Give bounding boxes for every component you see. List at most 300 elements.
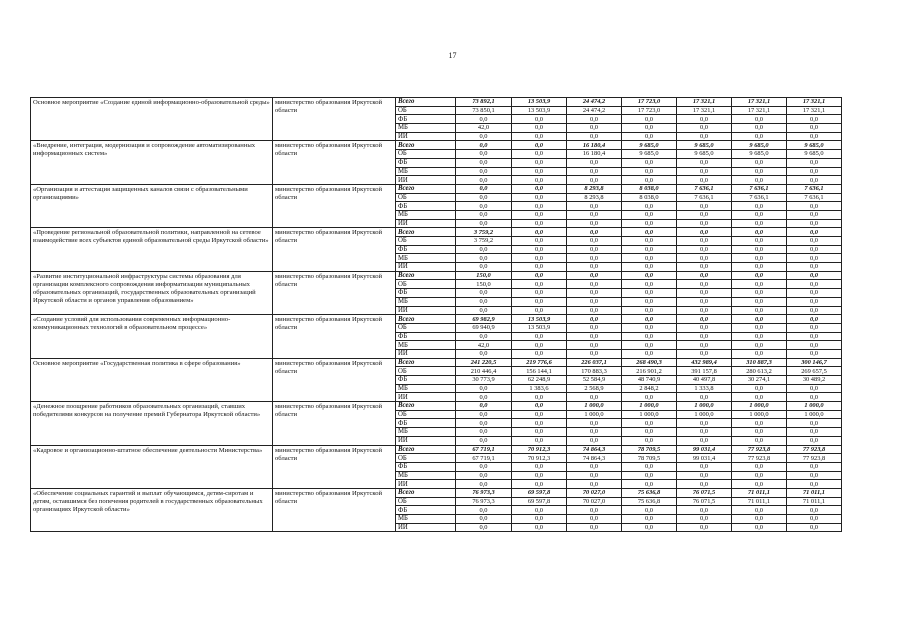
amount-cell: 0,0 bbox=[732, 228, 787, 237]
funding-source: ФБ bbox=[396, 332, 456, 341]
funding-source: Всего bbox=[396, 228, 456, 237]
amount-cell: 0,0 bbox=[732, 297, 787, 306]
funding-source: Всего bbox=[396, 184, 456, 193]
amount-cell: 0,0 bbox=[567, 393, 622, 402]
amount-cell: 0,0 bbox=[456, 167, 512, 176]
funding-source: МБ bbox=[396, 384, 456, 393]
amount-cell: 0,0 bbox=[512, 341, 567, 350]
amount-cell: 0,0 bbox=[512, 297, 567, 306]
amount-cell: 0,0 bbox=[787, 219, 842, 228]
amount-cell: 0,0 bbox=[732, 132, 787, 141]
table-row-total bbox=[31, 271, 842, 280]
responsible-executor: министерство образования Иркутской области bbox=[273, 228, 396, 271]
amount-cell: 0,0 bbox=[567, 480, 622, 489]
amount-cell: 0,0 bbox=[456, 349, 512, 358]
amount-cell: 0,0 bbox=[567, 124, 622, 133]
amount-cell: 226 037,1 bbox=[567, 358, 622, 367]
amount-cell: 0,0 bbox=[732, 462, 787, 471]
amount-cell: 30 274,1 bbox=[732, 376, 787, 385]
amount-cell: 0,0 bbox=[512, 419, 567, 428]
funding-source: ИИ bbox=[396, 306, 456, 315]
amount-cell: 0,0 bbox=[456, 297, 512, 306]
amount-cell: 0,0 bbox=[567, 228, 622, 237]
amount-cell: 77 923,8 bbox=[732, 454, 787, 463]
amount-cell: 0,0 bbox=[787, 158, 842, 167]
funding-source: ОБ bbox=[396, 150, 456, 159]
amount-cell: 76 973,3 bbox=[456, 497, 512, 506]
amount-cell: 17 723,0 bbox=[622, 106, 677, 115]
amount-cell: 0,0 bbox=[512, 158, 567, 167]
amount-cell: 0,0 bbox=[787, 280, 842, 289]
amount-cell: 0,0 bbox=[677, 115, 732, 124]
amount-cell: 9 685,0 bbox=[787, 141, 842, 150]
amount-cell: 7 636,1 bbox=[787, 193, 842, 202]
amount-cell: 0,0 bbox=[677, 289, 732, 298]
table-row-total bbox=[31, 358, 842, 367]
amount-cell: 0,0 bbox=[787, 176, 842, 185]
amount-cell: 0,0 bbox=[567, 167, 622, 176]
amount-cell: 0,0 bbox=[677, 480, 732, 489]
amount-cell: 69 597,8 bbox=[512, 488, 567, 497]
amount-cell: 0,0 bbox=[622, 471, 677, 480]
amount-cell: 0,0 bbox=[732, 515, 787, 524]
funding-source: Всего bbox=[396, 271, 456, 280]
amount-cell: 0,0 bbox=[512, 410, 567, 419]
responsible-executor: министерство образования Иркутской области bbox=[273, 141, 396, 184]
activity-name: «Организация и аттестация защищенных каналов связи с образовательными организациями» bbox=[31, 184, 273, 227]
amount-cell: 0,0 bbox=[512, 132, 567, 141]
amount-cell: 0,0 bbox=[456, 289, 512, 298]
amount-cell: 30 773,9 bbox=[456, 376, 512, 385]
amount-cell: 0,0 bbox=[622, 462, 677, 471]
amount-cell: 9 685,0 bbox=[677, 141, 732, 150]
funding-source: ИИ bbox=[396, 219, 456, 228]
amount-cell: 0,0 bbox=[567, 263, 622, 272]
amount-cell: 0,0 bbox=[456, 184, 512, 193]
amount-cell: 0,0 bbox=[677, 228, 732, 237]
funding-source: ОБ bbox=[396, 280, 456, 289]
amount-cell: 0,0 bbox=[622, 306, 677, 315]
amount-cell: 0,0 bbox=[787, 254, 842, 263]
funding-source: МБ bbox=[396, 124, 456, 133]
amount-cell: 0,0 bbox=[512, 184, 567, 193]
amount-cell: 0,0 bbox=[677, 306, 732, 315]
table-row-total bbox=[31, 488, 842, 497]
amount-cell: 0,0 bbox=[512, 167, 567, 176]
amount-cell: 0,0 bbox=[622, 158, 677, 167]
amount-cell: 0,0 bbox=[622, 289, 677, 298]
amount-cell: 0,0 bbox=[677, 323, 732, 332]
amount-cell: 0,0 bbox=[456, 219, 512, 228]
amount-cell: 0,0 bbox=[512, 289, 567, 298]
amount-cell: 0,0 bbox=[512, 506, 567, 515]
amount-cell: 0,0 bbox=[732, 428, 787, 437]
amount-cell: 70 912,3 bbox=[512, 454, 567, 463]
amount-cell: 0,0 bbox=[512, 263, 567, 272]
amount-cell: 0,0 bbox=[456, 210, 512, 219]
amount-cell: 0,0 bbox=[567, 176, 622, 185]
activity-name: «Создание условий для использования современных информационно-коммуникационных технологий в образовательном процессе» bbox=[31, 315, 273, 358]
amount-cell: 0,0 bbox=[732, 124, 787, 133]
funding-source: Всего bbox=[396, 141, 456, 150]
amount-cell: 1 000,0 bbox=[677, 402, 732, 411]
activity-name: «Развитие институциональной инфраструктуры системы образования для организации комплексного сопровождения информатизации муниципальных образовательных организаций, государственных образовательных организаций Иркутской области и органов управления образованием» bbox=[31, 271, 273, 314]
amount-cell: 0,0 bbox=[567, 436, 622, 445]
amount-cell: 99 031,4 bbox=[677, 454, 732, 463]
amount-cell: 0,0 bbox=[456, 254, 512, 263]
amount-cell: 70 027,0 bbox=[567, 497, 622, 506]
amount-cell: 0,0 bbox=[622, 245, 677, 254]
amount-cell: 0,0 bbox=[567, 323, 622, 332]
amount-cell: 0,0 bbox=[622, 341, 677, 350]
funding-source: МБ bbox=[396, 341, 456, 350]
amount-cell: 0,0 bbox=[787, 515, 842, 524]
amount-cell: 1 000,0 bbox=[567, 410, 622, 419]
amount-cell: 0,0 bbox=[787, 393, 842, 402]
amount-cell: 70 027,0 bbox=[567, 488, 622, 497]
funding-source: ФБ bbox=[396, 419, 456, 428]
amount-cell: 0,0 bbox=[512, 393, 567, 402]
amount-cell: 0,0 bbox=[677, 471, 732, 480]
amount-cell: 0,0 bbox=[622, 254, 677, 263]
amount-cell: 1 333,8 bbox=[677, 384, 732, 393]
amount-cell: 0,0 bbox=[787, 341, 842, 350]
amount-cell: 3 759,2 bbox=[456, 228, 512, 237]
amount-cell: 0,0 bbox=[677, 202, 732, 211]
amount-cell: 1 000,0 bbox=[622, 410, 677, 419]
funding-source: МБ bbox=[396, 254, 456, 263]
amount-cell: 0,0 bbox=[622, 332, 677, 341]
amount-cell: 0,0 bbox=[622, 315, 677, 324]
amount-cell: 216 901,2 bbox=[622, 367, 677, 376]
responsible-executor: министерство образования Иркутской области bbox=[273, 184, 396, 227]
amount-cell: 0,0 bbox=[787, 245, 842, 254]
amount-cell: 0,0 bbox=[512, 254, 567, 263]
amount-cell: 0,0 bbox=[567, 341, 622, 350]
funding-source: МБ bbox=[396, 210, 456, 219]
amount-cell: 0,0 bbox=[787, 115, 842, 124]
amount-cell: 0,0 bbox=[622, 480, 677, 489]
page-number: 17 bbox=[448, 51, 457, 60]
amount-cell: 0,0 bbox=[787, 271, 842, 280]
amount-cell: 0,0 bbox=[732, 289, 787, 298]
funding-source: ФБ bbox=[396, 202, 456, 211]
amount-cell: 0,0 bbox=[512, 219, 567, 228]
amount-cell: 0,0 bbox=[512, 428, 567, 437]
funding-source: ФБ bbox=[396, 115, 456, 124]
amount-cell: 0,0 bbox=[787, 419, 842, 428]
amount-cell: 0,0 bbox=[787, 462, 842, 471]
amount-cell: 24 474,2 bbox=[567, 98, 622, 107]
funding-source: Всего bbox=[396, 358, 456, 367]
amount-cell: 71 011,1 bbox=[787, 488, 842, 497]
amount-cell: 0,0 bbox=[567, 515, 622, 524]
amount-cell: 0,0 bbox=[732, 384, 787, 393]
amount-cell: 0,0 bbox=[732, 254, 787, 263]
amount-cell: 391 157,8 bbox=[677, 367, 732, 376]
amount-cell: 0,0 bbox=[567, 280, 622, 289]
amount-cell: 0,0 bbox=[732, 506, 787, 515]
amount-cell: 0,0 bbox=[456, 176, 512, 185]
table-row-total bbox=[31, 445, 842, 454]
amount-cell: 268 490,3 bbox=[622, 358, 677, 367]
amount-cell: 70 912,3 bbox=[512, 445, 567, 454]
amount-cell: 0,0 bbox=[677, 428, 732, 437]
amount-cell: 0,0 bbox=[732, 332, 787, 341]
amount-cell: 0,0 bbox=[512, 271, 567, 280]
amount-cell: 0,0 bbox=[512, 124, 567, 133]
amount-cell: 0,0 bbox=[787, 289, 842, 298]
amount-cell: 76 071,5 bbox=[677, 497, 732, 506]
amount-cell: 0,0 bbox=[677, 315, 732, 324]
amount-cell: 71 011,1 bbox=[732, 488, 787, 497]
amount-cell: 24 474,2 bbox=[567, 106, 622, 115]
funding-source: МБ bbox=[396, 428, 456, 437]
activity-name: «Обеспечение социальных гарантий и выплат обучающимся, детям-сиротам и детям, оставшимся без попечения родителей в государственных образовательных организациях Иркутской области» bbox=[31, 488, 273, 531]
amount-cell: 0,0 bbox=[567, 506, 622, 515]
amount-cell: 0,0 bbox=[456, 480, 512, 489]
amount-cell: 0,0 bbox=[456, 471, 512, 480]
funding-source: МБ bbox=[396, 515, 456, 524]
funding-source: ОБ bbox=[396, 454, 456, 463]
amount-cell: 0,0 bbox=[456, 419, 512, 428]
amount-cell: 13 503,9 bbox=[512, 98, 567, 107]
amount-cell: 0,0 bbox=[567, 219, 622, 228]
amount-cell: 67 719,1 bbox=[456, 454, 512, 463]
activity-name: «Кадровое и организационно-штатное обеспечение деятельности Министерства» bbox=[31, 445, 273, 488]
amount-cell: 0,0 bbox=[677, 124, 732, 133]
amount-cell: 42,0 bbox=[456, 124, 512, 133]
amount-cell: 0,0 bbox=[677, 237, 732, 246]
amount-cell: 8 293,8 bbox=[567, 184, 622, 193]
amount-cell: 0,0 bbox=[456, 523, 512, 532]
amount-cell: 0,0 bbox=[622, 219, 677, 228]
amount-cell: 1 000,0 bbox=[732, 410, 787, 419]
funding-source: ОБ bbox=[396, 237, 456, 246]
amount-cell: 0,0 bbox=[512, 245, 567, 254]
amount-cell: 0,0 bbox=[787, 332, 842, 341]
amount-cell: 0,0 bbox=[732, 315, 787, 324]
amount-cell: 0,0 bbox=[567, 523, 622, 532]
responsible-executor: министерство образования Иркутской области bbox=[273, 488, 396, 531]
funding-source: ОБ bbox=[396, 193, 456, 202]
amount-cell: 17 723,0 bbox=[622, 98, 677, 107]
responsible-executor: министерство образования Иркутской области bbox=[273, 445, 396, 488]
amount-cell: 0,0 bbox=[732, 523, 787, 532]
amount-cell: 7 636,1 bbox=[732, 193, 787, 202]
amount-cell: 8 293,8 bbox=[567, 193, 622, 202]
amount-cell: 0,0 bbox=[732, 341, 787, 350]
amount-cell: 0,0 bbox=[567, 462, 622, 471]
amount-cell: 0,0 bbox=[622, 419, 677, 428]
amount-cell: 170 883,3 bbox=[567, 367, 622, 376]
responsible-executor: министерство образования Иркутской области bbox=[273, 402, 396, 445]
amount-cell: 0,0 bbox=[622, 176, 677, 185]
budget-table bbox=[30, 97, 842, 532]
funding-source: ФБ bbox=[396, 506, 456, 515]
table-row-total bbox=[31, 184, 842, 193]
funding-source: МБ bbox=[396, 297, 456, 306]
funding-source: ИИ bbox=[396, 263, 456, 272]
amount-cell: 0,0 bbox=[732, 280, 787, 289]
amount-cell: 0,0 bbox=[732, 436, 787, 445]
funding-source: ОБ bbox=[396, 106, 456, 115]
funding-source: ИИ bbox=[396, 132, 456, 141]
amount-cell: 1 000,0 bbox=[567, 402, 622, 411]
funding-source: ИИ bbox=[396, 523, 456, 532]
amount-cell: 76 973,3 bbox=[456, 488, 512, 497]
amount-cell: 73 892,1 bbox=[456, 98, 512, 107]
amount-cell: 0,0 bbox=[787, 480, 842, 489]
amount-cell: 9 685,0 bbox=[622, 150, 677, 159]
amount-cell: 0,0 bbox=[512, 150, 567, 159]
amount-cell: 0,0 bbox=[456, 193, 512, 202]
amount-cell: 7 636,1 bbox=[677, 193, 732, 202]
amount-cell: 0,0 bbox=[787, 306, 842, 315]
table-row-total bbox=[31, 228, 842, 237]
amount-cell: 0,0 bbox=[456, 202, 512, 211]
amount-cell: 9 685,0 bbox=[732, 141, 787, 150]
funding-source: Всего bbox=[396, 488, 456, 497]
amount-cell: 0,0 bbox=[456, 141, 512, 150]
amount-cell: 0,0 bbox=[622, 237, 677, 246]
funding-source: ОБ bbox=[396, 367, 456, 376]
amount-cell: 0,0 bbox=[787, 263, 842, 272]
amount-cell: 0,0 bbox=[787, 349, 842, 358]
amount-cell: 156 144,1 bbox=[512, 367, 567, 376]
funding-source: ИИ bbox=[396, 436, 456, 445]
amount-cell: 0,0 bbox=[677, 132, 732, 141]
amount-cell: 0,0 bbox=[787, 297, 842, 306]
amount-cell: 0,0 bbox=[456, 462, 512, 471]
funding-source: ОБ bbox=[396, 410, 456, 419]
amount-cell: 0,0 bbox=[456, 245, 512, 254]
amount-cell: 0,0 bbox=[456, 428, 512, 437]
amount-cell: 0,0 bbox=[732, 237, 787, 246]
amount-cell: 0,0 bbox=[787, 228, 842, 237]
funding-source: МБ bbox=[396, 471, 456, 480]
amount-cell: 0,0 bbox=[677, 462, 732, 471]
amount-cell: 0,0 bbox=[567, 271, 622, 280]
responsible-executor: министерство образования Иркутской области bbox=[273, 271, 396, 314]
amount-cell: 1 000,0 bbox=[787, 410, 842, 419]
activity-name: Основное мероприятие «Создание единой информационно-образовательной среды» bbox=[31, 98, 273, 141]
amount-cell: 0,0 bbox=[456, 150, 512, 159]
amount-cell: 0,0 bbox=[677, 210, 732, 219]
amount-cell: 76 071,5 bbox=[677, 488, 732, 497]
amount-cell: 3 759,2 bbox=[456, 237, 512, 246]
amount-cell: 0,0 bbox=[512, 237, 567, 246]
amount-cell: 75 636,8 bbox=[622, 488, 677, 497]
funding-source: Всего bbox=[396, 445, 456, 454]
amount-cell: 0,0 bbox=[567, 254, 622, 263]
activity-name: «Денежное поощрение работников образовательных организаций, ставших победителями конкурсов на получение премий Губернатора Иркутской области» bbox=[31, 402, 273, 445]
funding-source: ОБ bbox=[396, 497, 456, 506]
amount-cell: 310 887,3 bbox=[732, 358, 787, 367]
funding-source: Всего bbox=[396, 98, 456, 107]
amount-cell: 67 719,1 bbox=[456, 445, 512, 454]
amount-cell: 7 636,1 bbox=[787, 184, 842, 193]
amount-cell: 0,0 bbox=[512, 349, 567, 358]
amount-cell: 0,0 bbox=[732, 210, 787, 219]
amount-cell: 0,0 bbox=[512, 115, 567, 124]
amount-cell: 0,0 bbox=[567, 297, 622, 306]
amount-cell: 16 180,4 bbox=[567, 150, 622, 159]
amount-cell: 0,0 bbox=[512, 280, 567, 289]
activity-name: «Внедрение, интеграция, модернизация и сопровождение автоматизированных информационных систем» bbox=[31, 141, 273, 184]
amount-cell: 432 989,4 bbox=[677, 358, 732, 367]
amount-cell: 0,0 bbox=[787, 428, 842, 437]
amount-cell: 0,0 bbox=[622, 436, 677, 445]
amount-cell: 0,0 bbox=[622, 115, 677, 124]
amount-cell: 30 489,2 bbox=[787, 376, 842, 385]
amount-cell: 0,0 bbox=[732, 219, 787, 228]
amount-cell: 69 597,8 bbox=[512, 497, 567, 506]
amount-cell: 0,0 bbox=[732, 471, 787, 480]
amount-cell: 150,0 bbox=[456, 271, 512, 280]
amount-cell: 7 636,1 bbox=[732, 184, 787, 193]
amount-cell: 0,0 bbox=[567, 289, 622, 298]
amount-cell: 0,0 bbox=[732, 263, 787, 272]
amount-cell: 0,0 bbox=[787, 167, 842, 176]
amount-cell: 71 011,1 bbox=[732, 497, 787, 506]
amount-cell: 219 776,6 bbox=[512, 358, 567, 367]
amount-cell: 13 503,9 bbox=[512, 106, 567, 115]
amount-cell: 0,0 bbox=[567, 315, 622, 324]
amount-cell: 0,0 bbox=[456, 393, 512, 402]
amount-cell: 0,0 bbox=[787, 132, 842, 141]
amount-cell: 42,0 bbox=[456, 341, 512, 350]
responsible-executor: министерство образования Иркутской области bbox=[273, 98, 396, 141]
amount-cell: 0,0 bbox=[512, 402, 567, 411]
amount-cell: 48 740,9 bbox=[622, 376, 677, 385]
amount-cell: 0,0 bbox=[456, 436, 512, 445]
amount-cell: 0,0 bbox=[622, 124, 677, 133]
amount-cell: 0,0 bbox=[456, 384, 512, 393]
amount-cell: 0,0 bbox=[677, 523, 732, 532]
amount-cell: 0,0 bbox=[622, 202, 677, 211]
amount-cell: 17 321,1 bbox=[732, 106, 787, 115]
amount-cell: 0,0 bbox=[512, 480, 567, 489]
amount-cell: 52 584,9 bbox=[567, 376, 622, 385]
activity-name: «Проведение региональной образовательной политики, направленной на сетевое взаимодействие всех субъектов единой образовательной среды Иркутской области» bbox=[31, 228, 273, 271]
amount-cell: 0,0 bbox=[512, 462, 567, 471]
amount-cell: 0,0 bbox=[787, 237, 842, 246]
amount-cell: 13 503,9 bbox=[512, 323, 567, 332]
amount-cell: 0,0 bbox=[512, 202, 567, 211]
amount-cell: 0,0 bbox=[787, 315, 842, 324]
amount-cell: 0,0 bbox=[787, 202, 842, 211]
amount-cell: 0,0 bbox=[732, 271, 787, 280]
amount-cell: 241 220,5 bbox=[456, 358, 512, 367]
table-row-total bbox=[31, 315, 842, 324]
amount-cell: 0,0 bbox=[677, 158, 732, 167]
amount-cell: 0,0 bbox=[512, 176, 567, 185]
amount-cell: 0,0 bbox=[567, 419, 622, 428]
responsible-executor: министерство образования Иркутской области bbox=[273, 315, 396, 358]
amount-cell: 0,0 bbox=[512, 210, 567, 219]
amount-cell: 210 446,4 bbox=[456, 367, 512, 376]
funding-source: Всего bbox=[396, 402, 456, 411]
amount-cell: 40 497,8 bbox=[677, 376, 732, 385]
amount-cell: 0,0 bbox=[677, 176, 732, 185]
amount-cell: 8 038,0 bbox=[622, 193, 677, 202]
amount-cell: 0,0 bbox=[732, 306, 787, 315]
funding-source: ОБ bbox=[396, 323, 456, 332]
amount-cell: 0,0 bbox=[622, 393, 677, 402]
amount-cell: 0,0 bbox=[732, 115, 787, 124]
amount-cell: 69 940,9 bbox=[456, 323, 512, 332]
